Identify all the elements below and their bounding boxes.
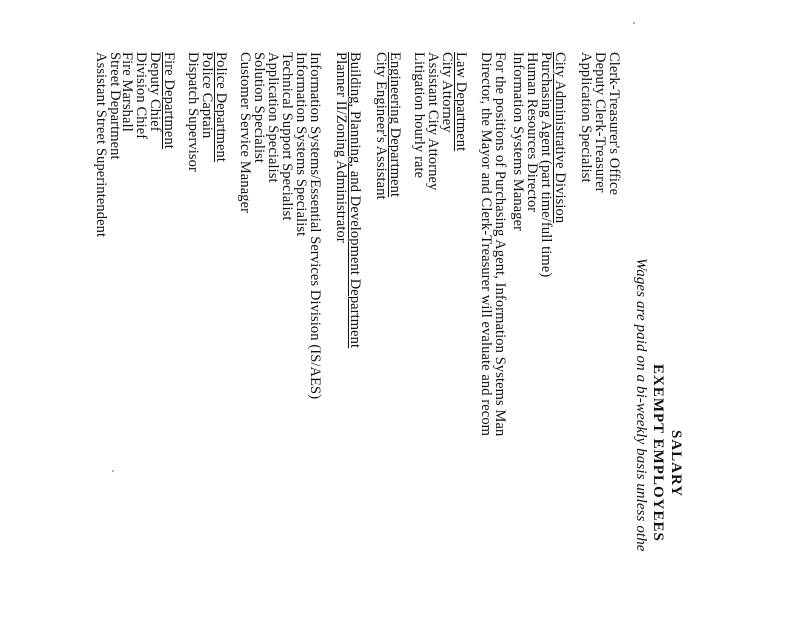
scan-speck [112, 470, 114, 472]
engineering-item-1: City Engineer's Assistant [373, 52, 389, 200]
doc-note: Wages are paid on a bi-weekly basis unless othe [633, 258, 649, 552]
law-heading: Law Department [453, 52, 469, 152]
police-item-2: Dispatch Supervisor [185, 52, 201, 172]
is-item-1: Information Systems Specialist [293, 52, 309, 237]
fire-item-3: Fire Marshall [119, 52, 135, 132]
engineering-heading: Engineering Department [387, 52, 403, 198]
positions-note-line-1: For the positions of Purchasing Agent, Information Systems Man [492, 52, 508, 437]
building-item-1: Planner II/Zoning Administrator [333, 52, 349, 243]
admin-item-2: Human Resources Director [524, 52, 540, 213]
is-item-3: Application Specialist [265, 52, 281, 183]
street-item-1: Assistant Street Superintendent [93, 52, 109, 238]
is-item-5: Customer Service Manager [237, 52, 253, 214]
clerk-item-2: Application Specialist [578, 52, 594, 183]
doc-subtitle: EXEMPT EMPLOYEES [650, 364, 666, 542]
building-heading: Building, Planning, and Development Department [347, 52, 363, 349]
police-item-1: Police Captain [199, 52, 215, 139]
clerk-heading: Clerk-Treasurer's Office [606, 52, 622, 196]
law-item-1: City Attorney [439, 52, 455, 133]
scan-speck [633, 22, 635, 24]
police-heading: Police Department [213, 52, 229, 163]
is-item-4: Solution Specialist [251, 52, 267, 164]
fire-heading: Fire Department [161, 52, 177, 149]
doc-title: SALARY [668, 430, 684, 498]
is-heading: Information Systems/Essential Services Division (IS/AES) [307, 52, 323, 400]
admin-heading: City Administrative Division [552, 52, 568, 224]
law-item-3: Litigation hourly rate [411, 52, 427, 179]
admin-item-3: Information Systems Manager [510, 52, 526, 232]
street-heading: Street Department [107, 52, 123, 160]
admin-item-1: Purchasing Agent (part time/full time) [538, 52, 554, 278]
is-item-2: Technical Support Specialist [279, 52, 295, 221]
law-item-2: Assistant City Attorney [425, 52, 441, 191]
clerk-item-1: Deputy Clerk-Treasurer [592, 52, 608, 193]
fire-item-1: Deputy Chief [147, 52, 163, 132]
positions-note-line-2: Director, the Mayor and Clerk-Treasurer will evaluate and recom [478, 52, 494, 437]
fire-item-2: Division Chief [133, 52, 149, 140]
